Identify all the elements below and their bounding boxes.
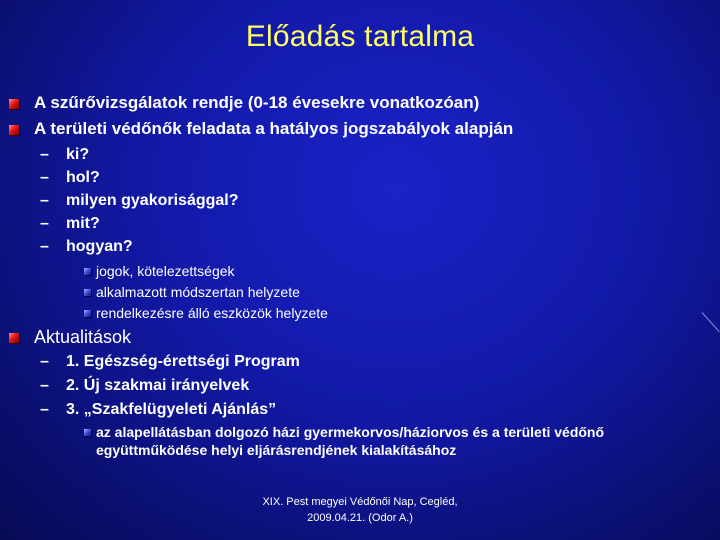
actuality-item [40,376,249,396]
red-square-bullet-icon [9,333,19,343]
question-text: hol? [66,169,100,186]
footer-line-event: XIX. Pest megyei Védőnői Nap, Cegléd, [262,496,458,508]
question-text: ki? [66,146,90,163]
sub-item-cooperation-line2: együttműködése helyi eljárásrendjének kialakításához [96,442,457,458]
decorative-line [702,312,720,332]
dash-bullet: – [40,192,49,209]
red-square-bullet-icon [9,99,19,109]
dash-bullet: – [40,401,49,418]
dash-bullet: – [40,169,49,186]
bullet-nurse-duties: A területi védőnők feladata a hatályos jogszabályok alapján [34,119,514,138]
footer-line-date-author: 2009.04.21. (Odor A.) [307,512,413,524]
question-item [40,191,239,211]
question-text: mit? [66,215,100,232]
sub-item-cooperation-line1: az alapellátásban dolgozó házi gyermekorvos/háziorvos és a területi védőnő [96,424,605,440]
question-text: milyen gyakorisággal? [66,192,239,209]
question-text: hogyan? [66,238,133,255]
blue-square-bullet-icon [84,310,91,317]
sub-item-tools: rendelkezésre álló eszközök helyzete [96,305,328,321]
question-item [40,168,100,188]
actuality-text: 1. Egészség-érettségi Program [66,353,300,370]
blue-square-bullet-icon [84,268,91,275]
dash-bullet: – [40,146,49,163]
red-square-bullet-icon [9,125,19,135]
actuality-item [40,352,300,372]
blue-square-bullet-icon [84,429,91,436]
sub-item-rights: jogok, kötelezettségek [96,263,235,279]
actuality-text: 3. „Szakfelügyeleti Ajánlás” [66,401,277,418]
dash-bullet: – [40,353,49,370]
dash-bullet: – [40,238,49,255]
question-item [40,145,89,165]
sub-item-methodology: alkalmazott módszertan helyzete [96,284,300,300]
actuality-text: 2. Új szakmai irányelvek [66,377,250,394]
question-item [40,237,133,257]
slide-title: Előadás tartalma [245,20,475,53]
actuality-item [40,400,276,420]
slide-footer [0,494,720,526]
blue-square-bullet-icon [84,289,91,296]
section-actualities-title: Aktualitások [34,327,132,347]
dash-bullet: – [40,377,49,394]
question-item [40,214,100,234]
bullet-screening-rules: A szűrővizsgálatok rendje (0-18 évesekre vonatkozóan) [34,93,480,112]
dash-bullet: – [40,215,49,232]
